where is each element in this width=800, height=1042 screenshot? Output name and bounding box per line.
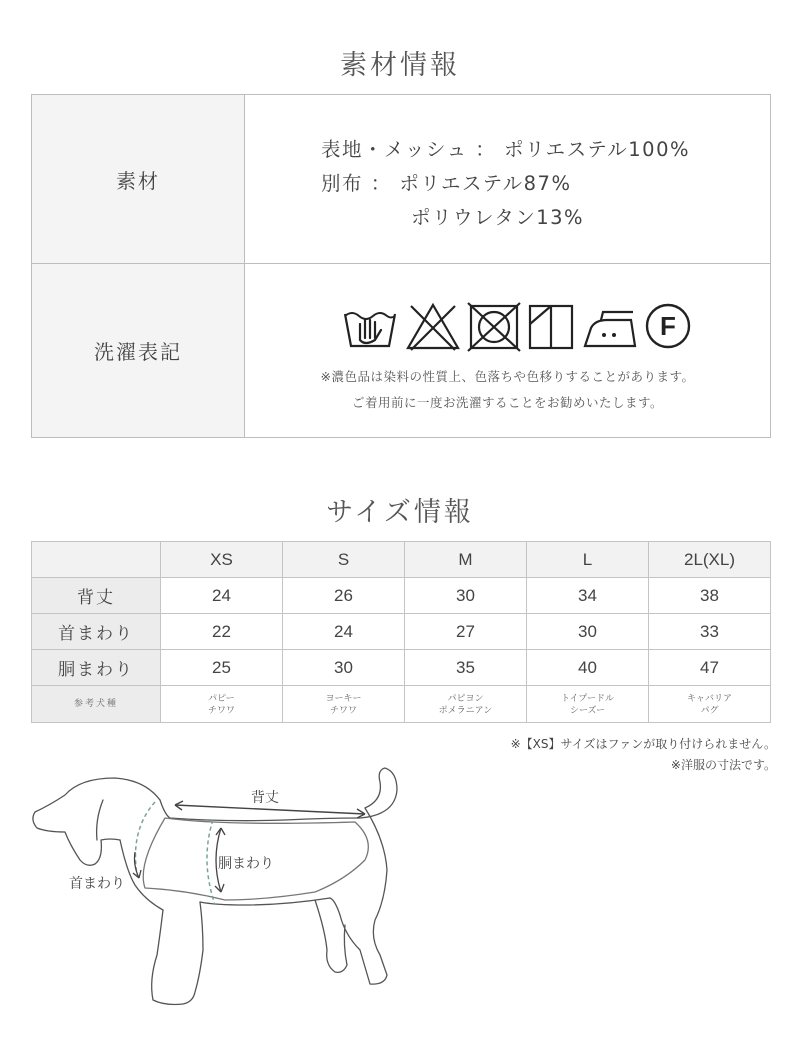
material-table <box>31 94 771 438</box>
size-header: M <box>405 542 527 578</box>
material-section-title: 素材情報 <box>340 50 460 81</box>
material-line: 表地・メッシュ ： ポリエステル100% <box>321 138 691 161</box>
table-row <box>32 578 771 614</box>
breed-cell: パピー チワワ <box>161 686 283 723</box>
row-label: 首まわり <box>32 614 161 650</box>
size-value: 25 <box>161 650 283 686</box>
material-line: 別布 ： ポリエステル87% <box>321 172 572 195</box>
care-note <box>245 364 770 416</box>
iron-medium-icon <box>581 302 637 352</box>
care-row <box>32 264 770 437</box>
size-value: 27 <box>405 614 527 650</box>
size-header: XS <box>161 542 283 578</box>
no-tumble-dry-icon <box>467 302 521 352</box>
table-row <box>32 614 771 650</box>
no-bleach-icon <box>405 302 461 352</box>
size-value: 22 <box>161 614 283 650</box>
size-header: S <box>283 542 405 578</box>
breed-cell: ヨーキー チワワ <box>283 686 405 723</box>
dry-clean-f-icon <box>643 302 693 352</box>
size-value: 34 <box>527 578 649 614</box>
material-composition <box>321 133 690 235</box>
row-label: 胴まわり <box>32 650 161 686</box>
hand-wash-icon <box>341 302 399 352</box>
care-note-line: ※濃色品は染料の性質上、色落ちや色移りすることがあります。 <box>320 369 695 384</box>
size-table <box>31 541 771 723</box>
size-value: 24 <box>283 614 405 650</box>
material-row <box>32 95 770 264</box>
size-section-title: サイズ情報 <box>326 497 474 528</box>
back-length-label: 背丈 <box>251 790 279 806</box>
size-value: 30 <box>405 578 527 614</box>
size-value: 24 <box>161 578 283 614</box>
size-value: 26 <box>283 578 405 614</box>
care-header: 洗濯表記 <box>32 264 245 437</box>
breed-cell: キャバリア パグ <box>649 686 771 723</box>
size-value: 40 <box>527 650 649 686</box>
material-line: ポリウレタン13% <box>411 206 585 229</box>
table-row <box>32 650 771 686</box>
size-header: L <box>527 542 649 578</box>
row-label: 背丈 <box>32 578 161 614</box>
size-note-xs: ※【XS】サイズはファンが取り付けられません。 <box>510 737 776 751</box>
size-value: 33 <box>649 614 771 650</box>
size-value: 30 <box>283 650 405 686</box>
care-note-line: ご着用前に一度お洗濯することをお勧めいたします。 <box>351 395 663 410</box>
size-header-row <box>32 542 771 578</box>
row-label: 参考犬種 <box>32 686 161 723</box>
table-row <box>32 686 771 723</box>
chest-label: 胴まわり <box>218 856 274 872</box>
dry-clean-letter: F <box>660 311 676 341</box>
size-value: 47 <box>649 650 771 686</box>
material-header: 素材 <box>32 95 245 263</box>
size-value: 38 <box>649 578 771 614</box>
size-value: 35 <box>405 650 527 686</box>
neck-label: 首まわり <box>69 876 125 892</box>
size-header: 2L(XL) <box>649 542 771 578</box>
line-dry-shade-icon <box>527 302 575 352</box>
size-note-garment: ※洋服の寸法です。 <box>670 758 776 772</box>
corner-cell <box>32 542 161 578</box>
size-value: 30 <box>527 614 649 650</box>
dog-measurement-diagram <box>25 760 415 1030</box>
care-icons <box>341 300 693 352</box>
breed-cell: パピヨン ポメラニアン <box>405 686 527 723</box>
breed-cell: トイプードル シーズー <box>527 686 649 723</box>
